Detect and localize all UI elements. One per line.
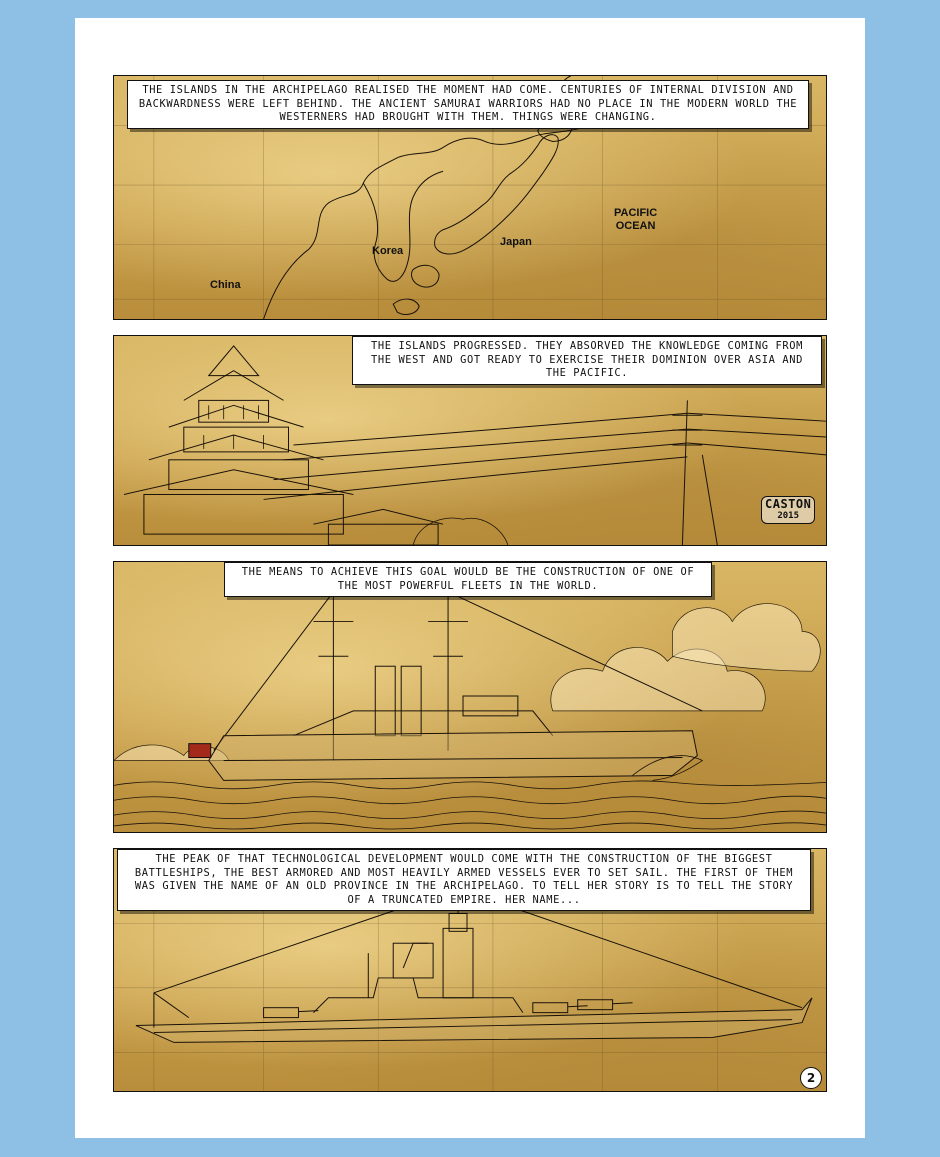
caption-box-2: THE ISLANDS PROGRESSED. THEY ABSORVED THE KNOWLEDGE COMING FROM THE WEST AND GOT READY TO EXERCISE THEIR DOMINION OVER ASIA AND THE PACIFIC. <box>352 336 822 385</box>
map-label-pacific-ocean <box>614 207 657 233</box>
page-number: 2 <box>800 1067 822 1089</box>
panel-fleet <box>113 561 827 833</box>
caption-box-1: THE ISLANDS IN THE ARCHIPELAGO REALISED THE MOMENT HAD COME. CENTURIES OF INTERNAL DIVISION AND BACKWARDNESS WERE LEFT BEHIND. THE ANCIENT SAMURAI WARRIORS HAD NO PLACE IN THE MODERN WORLD THE WESTERNERS HAD BROUGHT WITH THEM. THINGS WERE CHANGING. <box>127 80 809 129</box>
comic-page <box>75 18 865 1138</box>
map-label-pacific: PACIFIC <box>614 207 658 219</box>
map-label-ocean: OCEAN <box>615 220 656 232</box>
map-label-korea: Korea <box>372 245 404 257</box>
battleship-at-sea-illustration <box>114 562 826 832</box>
map-label-china: China <box>210 279 241 291</box>
panel-castle <box>113 335 827 546</box>
artist-signature <box>761 496 815 524</box>
caption-box-4: THE PEAK OF THAT TECHNOLOGICAL DEVELOPMENT WOULD COME WITH THE CONSTRUCTION OF THE BIGGEST BATTLESHIPS, THE BEST ARMORED AND MOST HEAVILY ARMED VESSELS EVER TO SET SAIL. THE FIRST OF THEM WAS GIVEN THE NAME OF AN OLD PROVINCE IN THE ARCHIPELAGO. TO TELL HER STORY IS TO TELL THE STORY OF A TRUNCATED EMPIRE. HER NAME... <box>117 849 811 911</box>
map-label-japan: Japan <box>500 236 532 248</box>
panel-map <box>113 75 827 320</box>
signature-name: CASTON <box>765 497 812 511</box>
panel-battleship <box>113 848 827 1092</box>
caption-box-3: THE MEANS TO ACHIEVE THIS GOAL WOULD BE THE CONSTRUCTION OF ONE OF THE MOST POWERFUL FLEETS IN THE WORLD. <box>224 562 712 597</box>
signature-year: 2015 <box>777 511 800 521</box>
